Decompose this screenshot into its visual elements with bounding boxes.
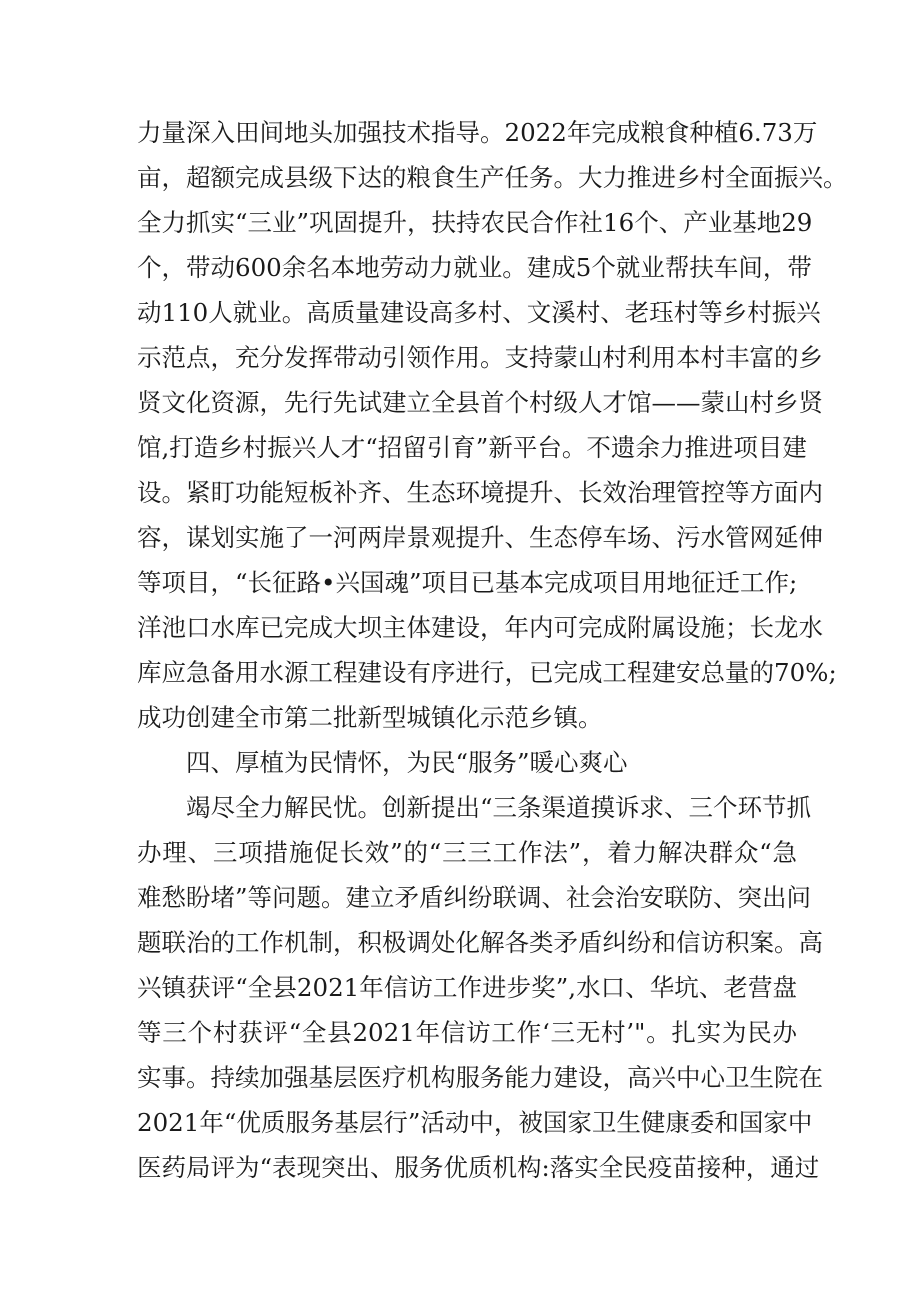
paragraph-1-line-5: 动110人就业。高质量建设高多村、文溪村、老珏村等乡村振兴 [137, 298, 821, 327]
paragraph-1-line-9: 设。紧盯功能短板补齐、生态环境提升、长效治理管控等方面内 [137, 478, 823, 507]
paragraph-1-line-12: 洋池口水库已完成大坝主体建设，年内可完成附属设施；长龙水 [137, 613, 823, 642]
paragraph-1-line-13: 库应急备用水源工程建设有序进行，已完成工程建安总量的70%; [137, 658, 837, 687]
paragraph-2-line-9: 医药局评为“表现突出、服务优质机构:落实全民疫苗接种，通过 [137, 1153, 820, 1182]
paragraph-1-line-14: 成功创建全市第二批新型城镇化示范乡镇。 [137, 703, 603, 732]
paragraph-2-line-8: 2021年“优质服务基层行”活动中，被国家卫生健康委和国家中 [137, 1108, 813, 1137]
section-heading: 四、厚植为民情怀，为民“服务”暖心爽心 [186, 748, 628, 777]
paragraph-1-line-7: 贤文化资源，先行先试建立全县首个村级人才馆——蒙山村乡贤 [137, 388, 823, 417]
paragraph-2-line-1: 竭尽全力解民忧。创新提出“三条渠道摸诉求、三个环节抓 [186, 793, 812, 822]
paragraph-1-line-3: 全力抓实“三业”巩固提升，扶持农民合作社16个、产业基地29 [137, 208, 813, 237]
paragraph-1-line-1: 力量深入田间地头加强技术指导。2022年完成粮食种植6.73万 [137, 118, 818, 147]
paragraph-1-line-4: 个，带动600余名本地劳动力就业。建成5个就业帮扶车间，带 [137, 253, 812, 282]
paragraph-1-line-11: 等项目，“长征路•兴国魂”项目已基本完成项目用地征迁工作; [137, 568, 798, 597]
paragraph-1-line-8: 馆,打造乡村振兴人才“招留引育”新平台。不遗余力推进项目建 [137, 433, 807, 462]
paragraph-2-line-4: 题联治的工作机制，积极调处化解各类矛盾纠纷和信访积案。高 [137, 928, 823, 957]
paragraph-2-line-3: 难愁盼堵”等问题。建立矛盾纠纷联调、社会治安联防、突出问 [137, 883, 812, 912]
paragraph-2-line-7: 实事。持续加强基层医疗机构服务能力建设，高兴中心卫生院在 [137, 1063, 823, 1092]
paragraph-2-line-6: 等三个村获评“全县2021年信访工作‘三无村’"。扎实为民办 [137, 1018, 797, 1047]
paragraph-2-line-5: 兴镇获评“全县2021年信访工作进步奖”,水口、华坑、老营盘 [137, 973, 797, 1002]
paragraph-1-line-10: 容，谋划实施了一河两岸景观提升、生态停车场、污水管网延伸 [137, 523, 823, 552]
paragraph-1-line-6: 示范点，充分发挥带动引领作用。支持蒙山村利用本村丰富的乡 [137, 343, 823, 372]
paragraph-1-line-2: 亩，超额完成县级下达的粮食生产任务。大力推进乡村全面振兴。 [137, 163, 848, 192]
paragraph-2-line-2: 办理、三项措施促长效”的“三三工作法”，着力解决群众“急 [137, 838, 797, 867]
